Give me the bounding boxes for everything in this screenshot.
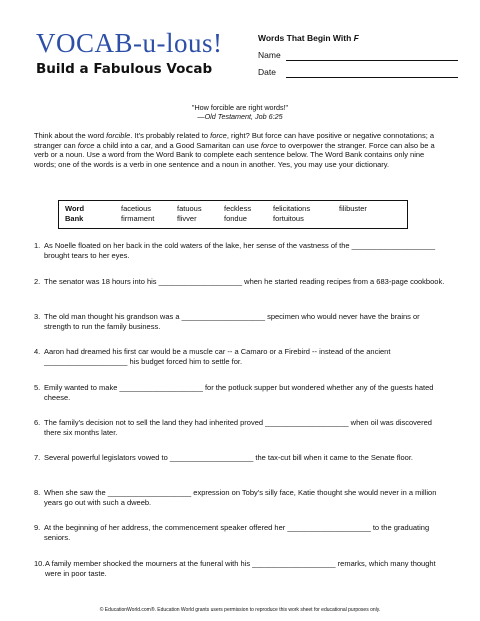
word-bank-word: felicitations (273, 204, 311, 213)
question-item: 10. A family member shocked the mourners at the funeral with his ____________________ remarks, which many thought were in poor taste. (34, 559, 448, 579)
word-bank (58, 200, 408, 229)
title-letter: F (353, 33, 359, 43)
name-line[interactable] (286, 52, 458, 61)
quote-block (0, 103, 480, 121)
logo-subtitle: Build a Fabulous Vocab (36, 61, 213, 77)
word-bank-word: facetious (121, 204, 152, 213)
question-item: 7. Several powerful legislators vowed to ____________________ the tax-cut bill when it came to the Senate floor. (34, 453, 448, 463)
date-field[interactable] (258, 67, 458, 78)
question-item: 8. When she saw the ____________________ expression on Toby's silly face, Katie thought she would never in a million years go out with such a dweeb. (34, 488, 448, 508)
vocabulous-logo (36, 28, 241, 77)
quote-source: —Old Testament, Job 6:25 (197, 112, 283, 121)
question-text: Emily wanted to make ____________________ for the potluck supper but wondered whether any of the guests hated cheese. (44, 383, 434, 403)
question-text: At the beginning of her address, the commencement speaker offered her ____________________ to the graduating seniors. (44, 523, 430, 543)
question-text: Aaron had dreamed his first car would be a muscle car -- a Camaro or a Firebird -- instead of the ancient ____________________ his budget forced him to settle for. (44, 347, 391, 367)
question-text: When she saw the ____________________ expression on Toby's silly face, Katie thought she would never in a million years go out with such a dweeb. (44, 488, 437, 508)
question-item: 3. The old man thought his grandson was a ____________________ specimen who would never have the brains or strength to run the family business. (34, 312, 448, 332)
question-item: 2. The senator was 18 hours into his ____________________ when he started reading recipes from a 683-page cookbook. (34, 277, 448, 287)
date-label: Date (258, 67, 276, 77)
question-text: A family member shocked the mourners at the funeral with his ____________________ remarks, which many thought were in poor taste. (45, 559, 436, 579)
word-bank-label: Word Bank (65, 204, 85, 223)
question-item: 4. Aaron had dreamed his first car would be a muscle car -- a Camaro or a Firebird -- instead of the ancient ____________________ his budget forced him to settle for. (34, 347, 448, 367)
worksheet-header (258, 33, 458, 78)
question-item: 1. As Noelle floated on her back in the cold waters of the lake, her sense of the vastness of the ____________________ brought tears to her eyes. (34, 241, 448, 261)
question-text: The family's decision not to sell the land they had inherited proved ____________________ when oil was discovered there six months later. (44, 418, 432, 438)
word-bank-word: flivver (177, 214, 197, 223)
question-text: The old man thought his grandson was a ____________________ specimen who would never have the brains or strength to run the family business. (44, 312, 420, 332)
intro-paragraph: Think about the word forcible. It's probably related to force, right? But force can have positive or negative connotations; a stranger can force a child into a car, and a Good Samaritan can use force to overpower the stranger. Force can also be a verb or a noun. Use a word from the Word Bank to complete each sentence below. The Word Bank contains only nine words; one of the words is a verb in one sentence and a noun in another. Yes, you may use your dictionary. (34, 131, 435, 169)
word-bank-word: fortuitous (273, 214, 304, 223)
date-line[interactable] (286, 69, 458, 78)
logo-title: VOCAB-u-lous! (36, 28, 223, 58)
word-bank-word: fatuous (177, 204, 202, 213)
question-text: As Noelle floated on her back in the cold waters of the lake, her sense of the vastness of the ____________________ brought tears to her eyes. (44, 241, 436, 261)
worksheet-title: Words That Begin With F (258, 33, 359, 43)
question-text: Several powerful legislators vowed to ____________________ the tax-cut bill when it came to the Senate floor. (44, 453, 413, 462)
word-bank-word: fondue (224, 214, 247, 223)
question-item: 6. The family's decision not to sell the land they had inherited proved ____________________ when oil was discovered there six months later. (34, 418, 448, 438)
question-text: The senator was 18 hours into his ____________________ when he started reading recipes from a 683-page cookbook. (44, 277, 445, 286)
quote-text: "How forcible are right words!" (191, 103, 289, 112)
word-bank-word: firmament (121, 214, 155, 223)
name-label: Name (258, 50, 281, 60)
word-bank-word: filibuster (339, 204, 367, 213)
name-field[interactable] (258, 50, 458, 61)
copyright-footer: © EducationWorld.com®. Education World grants users permission to reproduce this work sheet for educational purposes only. (99, 607, 381, 613)
question-item: 9. At the beginning of her address, the commencement speaker offered her ____________________ to the graduating seniors. (34, 523, 448, 543)
question-item: 5. Emily wanted to make ____________________ for the potluck supper but wondered whether any of the guests hated cheese. (34, 383, 448, 403)
word-bank-word: feckless (224, 204, 252, 213)
